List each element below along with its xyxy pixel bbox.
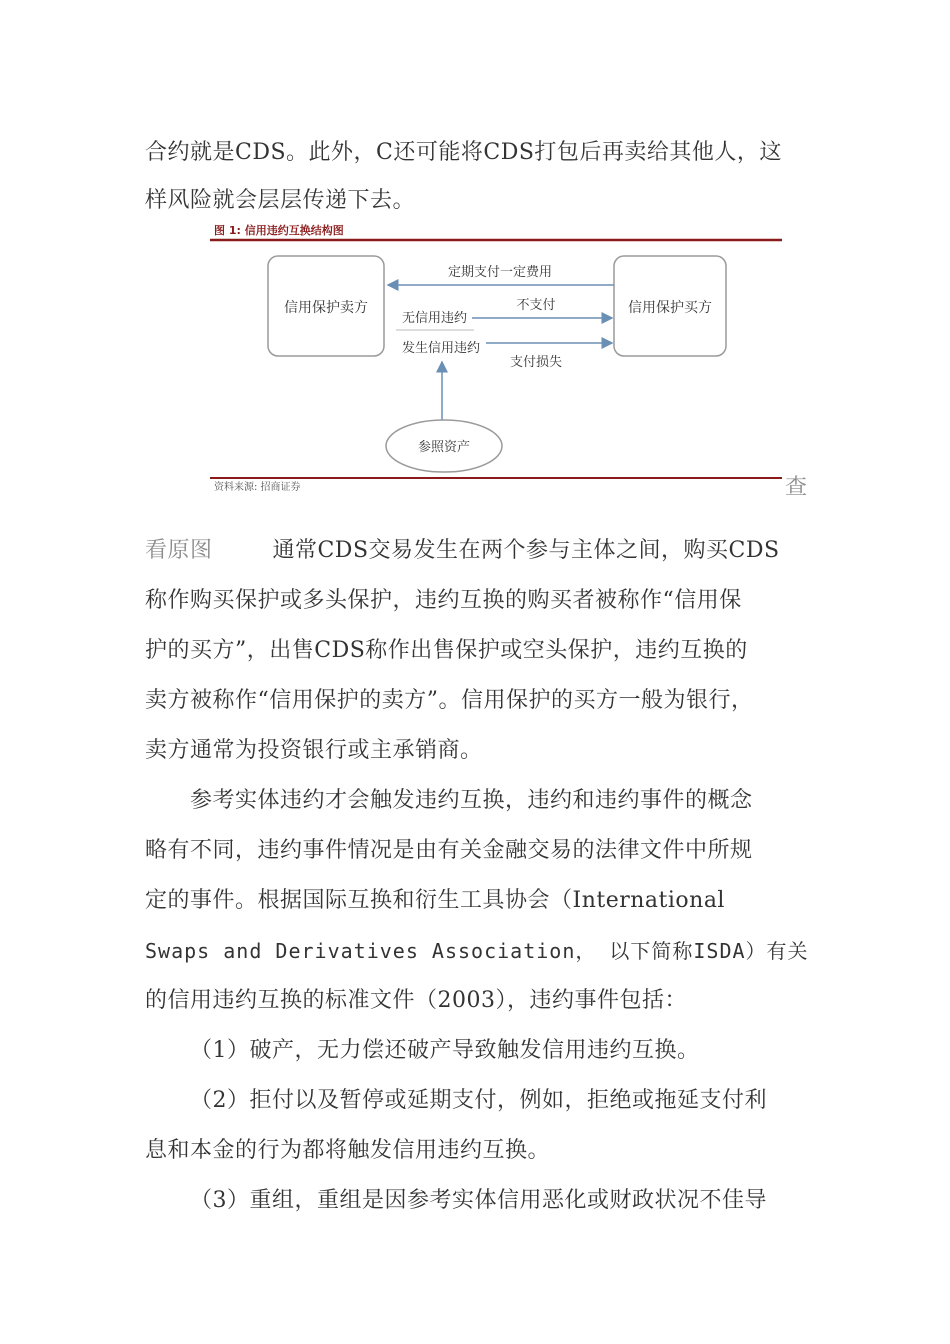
list-item-1: （1）破产，无力偿还破产导致触发信用违约互换。 xyxy=(190,1038,700,1063)
buyer-label: 信用保护买方 xyxy=(628,300,712,316)
events-line-2: 略有不同，违约事件情况是由有关金融交易的法律文件中所规 xyxy=(145,838,753,863)
cds-line-2: 称作购买保护或多头保护，违约互换的购买者被称作“信用保 xyxy=(145,588,742,613)
events-line-1: 参考实体违约才会触发违约互换，违约和违约事件的概念 xyxy=(190,788,753,813)
events-line-5: 的信用违约互换的标准文件（2003），违约事件包括： xyxy=(145,988,687,1013)
intro-line-1: 合约就是CDS。此外，C还可能将CDS打包后再卖给其他人，这 xyxy=(145,140,782,165)
intro-line-2: 样风险就会层层传递下去。 xyxy=(145,188,416,213)
default-occurs-label: 发生信用违约 xyxy=(402,341,481,356)
seller-label: 信用保护卖方 xyxy=(284,300,368,316)
list-item-2-line-2: 息和本金的行为都将触发信用违约互换。 xyxy=(145,1138,551,1163)
pay-loss-label: 支付损失 xyxy=(509,355,563,370)
no-default-label: 无信用违约 xyxy=(402,311,468,326)
list-item-2-line-1: （2）拒付以及暂停或延期支付，例如，拒绝或拖延支付利 xyxy=(190,1088,767,1113)
figure-source: 资料来源: 招商证券 xyxy=(214,482,301,493)
reference-asset-label: 参照资产 xyxy=(417,440,471,455)
cds-structure-figure[interactable] xyxy=(210,222,782,494)
periodic-payment-label: 定期支付一定费用 xyxy=(447,265,553,280)
list-item-3: （3）重组，重组是因参考实体信用恶化或财政状况不佳导 xyxy=(190,1188,767,1213)
events-line-4: Swaps and Derivatives Association， 以下简称ISDA）有关 xyxy=(145,939,809,963)
events-line-3: 定的事件。根据国际互换和衍生工具协会（International xyxy=(145,888,725,913)
cds-line-5: 卖方通常为投资银行或主承销商。 xyxy=(145,738,483,763)
figure-title: 图 1: 信用违约互换结构图 xyxy=(214,224,344,237)
view-original-link-part1[interactable]: 查 xyxy=(785,475,808,500)
no-pay-label: 不支付 xyxy=(516,298,556,313)
view-original-link-part2[interactable]: 看原图 xyxy=(145,538,213,563)
cds-line-3: 护的买方”，出售CDS称作出售保护或空头保护，违约互换的 xyxy=(145,638,748,663)
cds-line-1-text: 通常CDS交易发生在两个参与主体之间，购买CDS xyxy=(272,538,780,563)
cds-line-4: 卖方被称作“信用保护的卖方”。信用保护的买方一般为银行， xyxy=(145,688,754,713)
cds-line-1 xyxy=(145,536,780,566)
